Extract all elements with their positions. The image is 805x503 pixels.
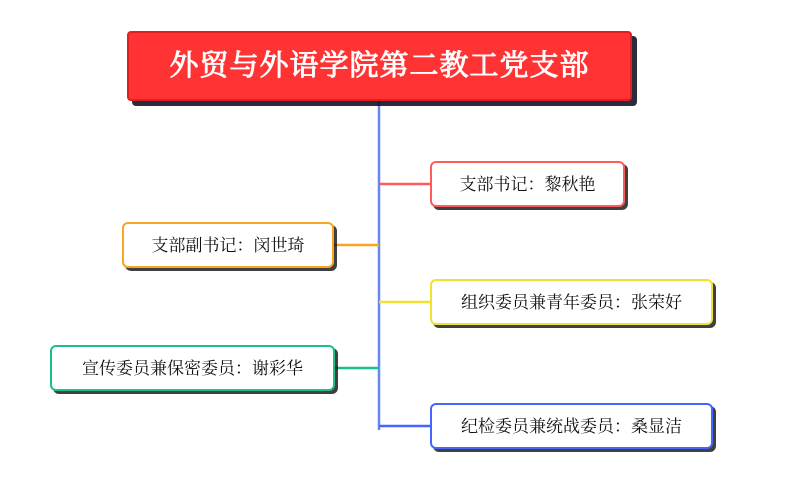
mindmap-root-node[interactable] [127,31,632,101]
node-label-deputy: 支部副书记：闵世琦 [151,235,305,255]
node-label-secretary: 支部书记：黎秋艳 [459,174,596,194]
mindmap-node-publicity[interactable] [50,345,335,391]
root-node-label: 外贸与外语学院第二教工党支部 [169,49,590,82]
mindmap-node-discipline[interactable] [430,403,713,449]
mindmap-node-organizer[interactable] [430,279,713,325]
mindmap-node-secretary[interactable] [430,161,625,207]
node-label-organizer: 组织委员兼青年委员：张荣好 [461,292,682,312]
node-label-publicity: 宣传委员兼保密委员：谢彩华 [82,358,303,378]
mindmap-node-deputy[interactable] [122,222,334,268]
node-label-discipline: 纪检委员兼统战委员：桑显洁 [461,416,682,436]
